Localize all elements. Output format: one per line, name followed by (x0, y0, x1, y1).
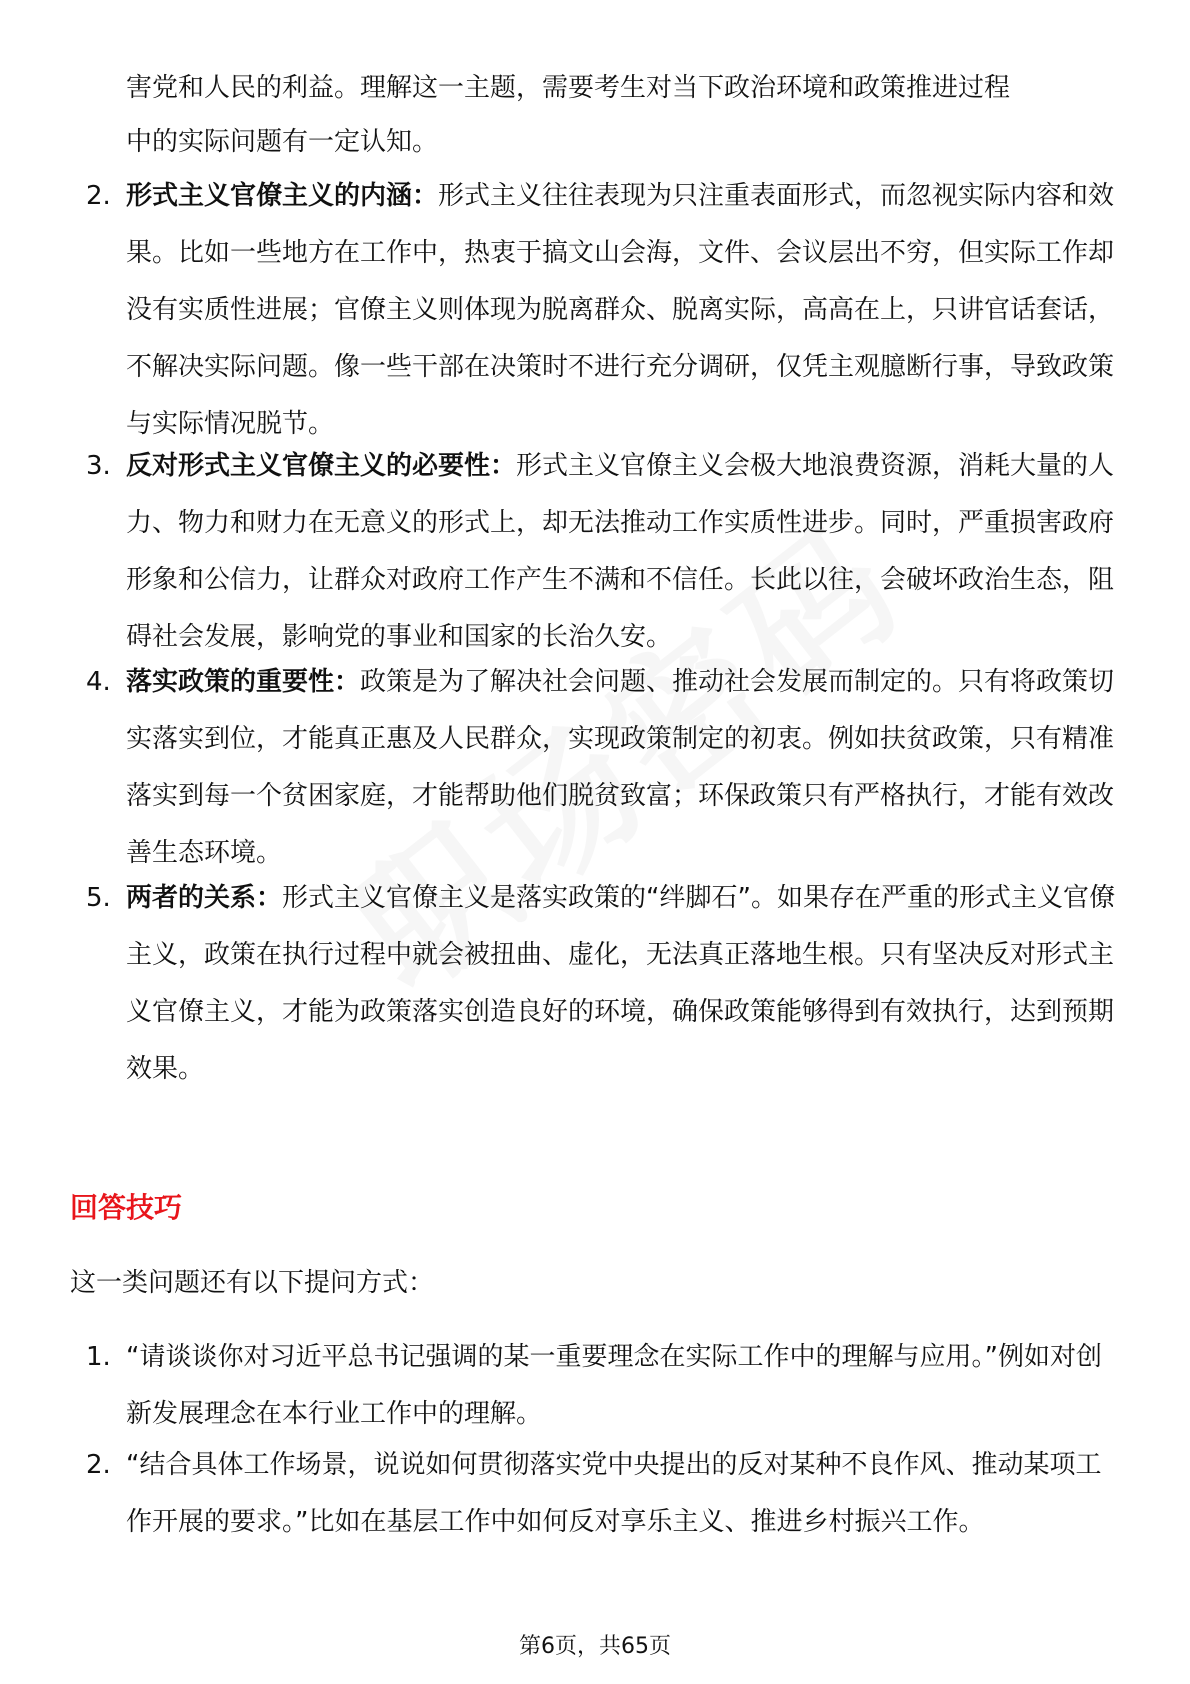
item-separator: ： (334, 667, 361, 697)
item-text: 形式主义往往表现为只注重表面形式，而忽视实际内容和效果。比如一些地方在工作中，热衷于搞文山会海，文件、会议层出不穷，但实际工作却没有实质性进展；官僚主义则体现为脱离群众、脱离实际，高高在上，只讲官话套话，不解决实际问题。像一些干部在决策时不进行充分调研，仅凭主观臆断行事，导致政策与实际情况脱节。 (126, 181, 1115, 439)
list-item (0, 654, 1190, 870)
list-item-body (126, 870, 1122, 1098)
list-item-body (126, 168, 1122, 453)
item-text: 政策是为了解决社会问题、推动社会发展而制定的。只有将政策切实落实到位，才能真正惠及人民群众，实现政策制定的初衷。例如扶贫政策，只有精准落实到每一个贫困家庭，才能帮助他们脱贫致富；环保政策只有严格执行，才能有效改善生态环境。 (126, 667, 1115, 868)
item-title: 形式主义官僚主义的内涵 (126, 181, 413, 211)
list-item (0, 1329, 1190, 1437)
continuation-line: 中的实际问题有一定认知。 (126, 127, 439, 157)
item-text: 形式主义官僚主义是落实政策的“绊脚石”。如果存在严重的形式主义官僚主义，政策在执行过程中就会被扭曲、虚化，无法真正落地生根。只有坚决反对形式主义官僚主义，才能为政策落实创造良好的环境，确保政策能够得到有效执行，达到预期效果。 (126, 883, 1115, 1084)
continuation-line: 害党和人民的利益。理解这一主题，需要考生对当下政治环境和政策推进过程 (126, 73, 1011, 103)
list-number: 2. (86, 181, 111, 211)
item-title: 两者的关系 (126, 883, 257, 913)
list-item (0, 168, 1190, 438)
item-separator: ： (490, 451, 517, 481)
item-title: 落实政策的重要性 (126, 667, 335, 697)
list-item-body (126, 438, 1122, 666)
list-number: 4. (86, 667, 111, 697)
item-text: 形式主义官僚主义会极大地浪费资源，消耗大量的人力、物力和财力在无意义的形式上，却无法推动工作实质性进步。同时，严重损害政府形象和公信力，让群众对政府工作产生不满和不信任。长此以往，会破坏政治生态，阻碍社会发展，影响党的事业和国家的长治久安。 (126, 451, 1115, 652)
list-item-body: “结合具体工作场景，说说如何贯彻落实党中央提出的反对某种不良作风、推动某项工作开展的要求。”比如在基层工作中如何反对享乐主义、推进乡村振兴工作。 (126, 1450, 1102, 1537)
intro-text: 这一类问题还有以下提问方式： (70, 1268, 435, 1298)
list-number: 5. (86, 883, 111, 913)
questions-list (0, 1329, 1190, 1599)
section-heading: 回答技巧 (70, 1191, 183, 1224)
list-item (0, 1437, 1190, 1599)
list-item (0, 438, 1190, 654)
points-list (0, 168, 1190, 1086)
list-item-body (126, 654, 1122, 882)
item-separator: ： (256, 883, 283, 913)
page-footer: 第6页，共65页 (519, 1634, 671, 1659)
item-separator: ： (412, 181, 439, 211)
list-item-body: “请谈谈你对习近平总书记强调的某一重要理念在实际工作中的理解与应用。”例如对创新发展理念在本行业工作中的理解。 (126, 1342, 1102, 1429)
list-number: 2. (86, 1450, 111, 1480)
list-number: 3. (86, 451, 111, 481)
list-number: 1. (86, 1342, 111, 1372)
item-title: 反对形式主义官僚主义的必要性 (126, 451, 491, 481)
list-item (0, 870, 1190, 1086)
